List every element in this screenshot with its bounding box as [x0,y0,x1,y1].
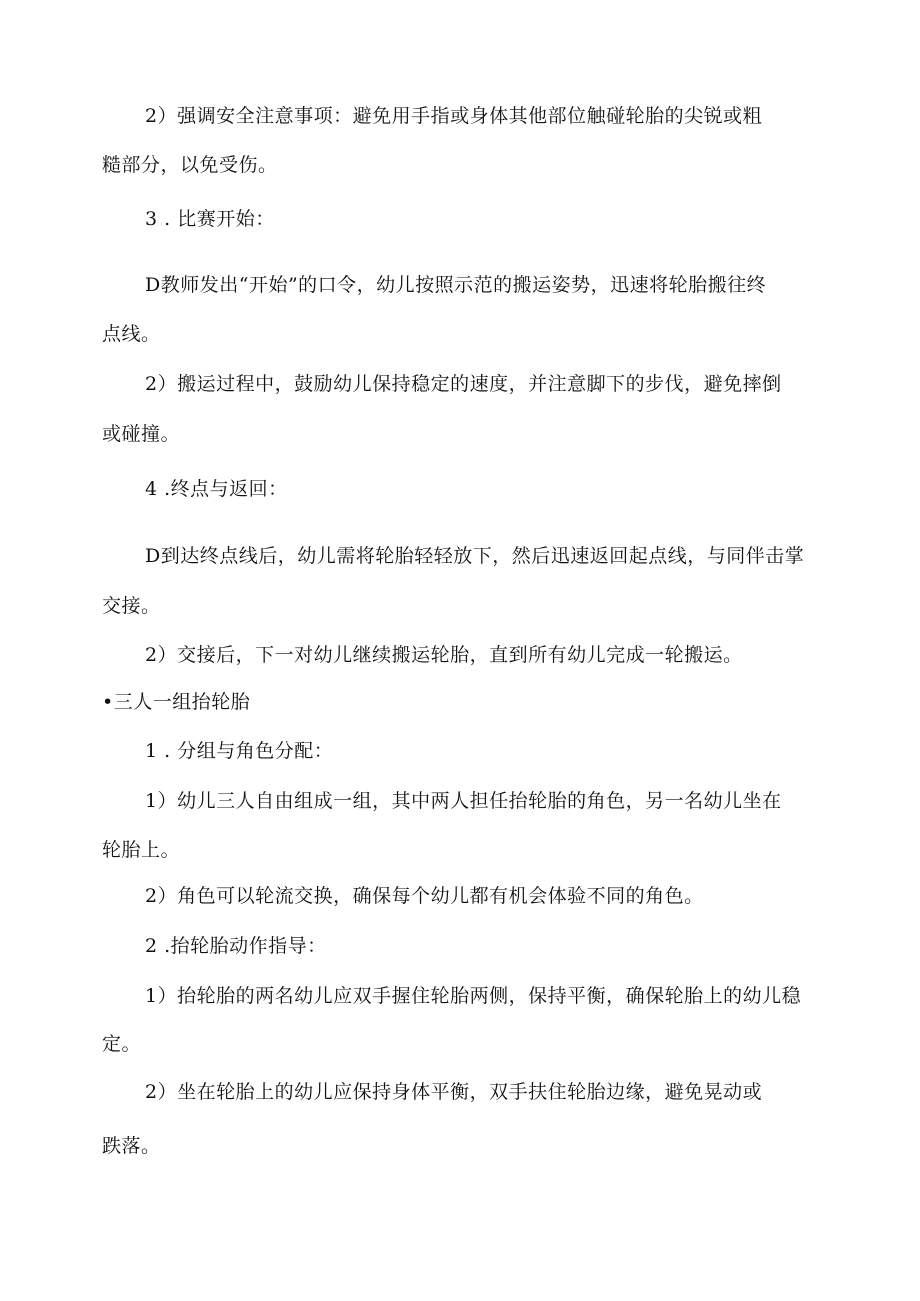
paragraph-line: 定。 [102,1033,142,1055]
paragraph-line: 点线。 [102,323,161,345]
paragraph-line: 交接。 [102,595,161,617]
paragraph-line: 2）坐在轮胎上的幼儿应保持身体平衡，双手扶住轮胎边缘，避免晃动或 [145,1081,763,1103]
paragraph-line: 1）抬轮胎的两名幼儿应双手握住轮胎两侧，保持平衡，确保轮胎上的幼儿稳 [145,985,802,1007]
paragraph-line: 或碰撞。 [102,423,181,445]
paragraph-line: 糙部分，以免受伤。 [102,154,278,176]
paragraph-line: 轮胎上。 [102,839,181,861]
paragraph-line: D教师发出“开始”的口令，幼儿按照示范的搬运姿势，迅速将轮胎搬往终 [145,274,767,296]
paragraph-line: 跌落。 [102,1135,161,1157]
bullet-heading: •三人一组抬轮胎 [102,691,251,713]
section-heading: 2 .抬轮胎动作指导： [145,935,327,957]
paragraph-line: 2）搬运过程中，鼓励幼儿保持稳定的速度，并注意脚下的步伐，避免摔倒 [145,373,782,395]
paragraph-line: 2）交接后，下一对幼儿继续搬运轮胎，直到所有幼儿完成一轮搬运。 [145,644,743,666]
section-heading: 1 . 分组与角色分配： [145,740,334,762]
paragraph-line: 1）幼儿三人自由组成一组，其中两人担任抬轮胎的角色，另一名幼儿坐在 [145,790,782,812]
paragraph-line: 2）角色可以轮流交换，确保每个幼儿都有机会体验不同的角色。 [145,885,704,907]
paragraph-line: 2）强调安全注意事项：避免用手指或身体其他部位触碰轮胎的尖锐或粗 [145,105,763,127]
paragraph-line: D到达终点线后，幼儿需将轮胎轻轻放下，然后迅速返回起点线，与同伴击掌 [145,545,805,567]
section-heading: 3 . 比赛开始： [145,208,275,230]
section-heading: 4 .终点与返回： [145,478,288,500]
